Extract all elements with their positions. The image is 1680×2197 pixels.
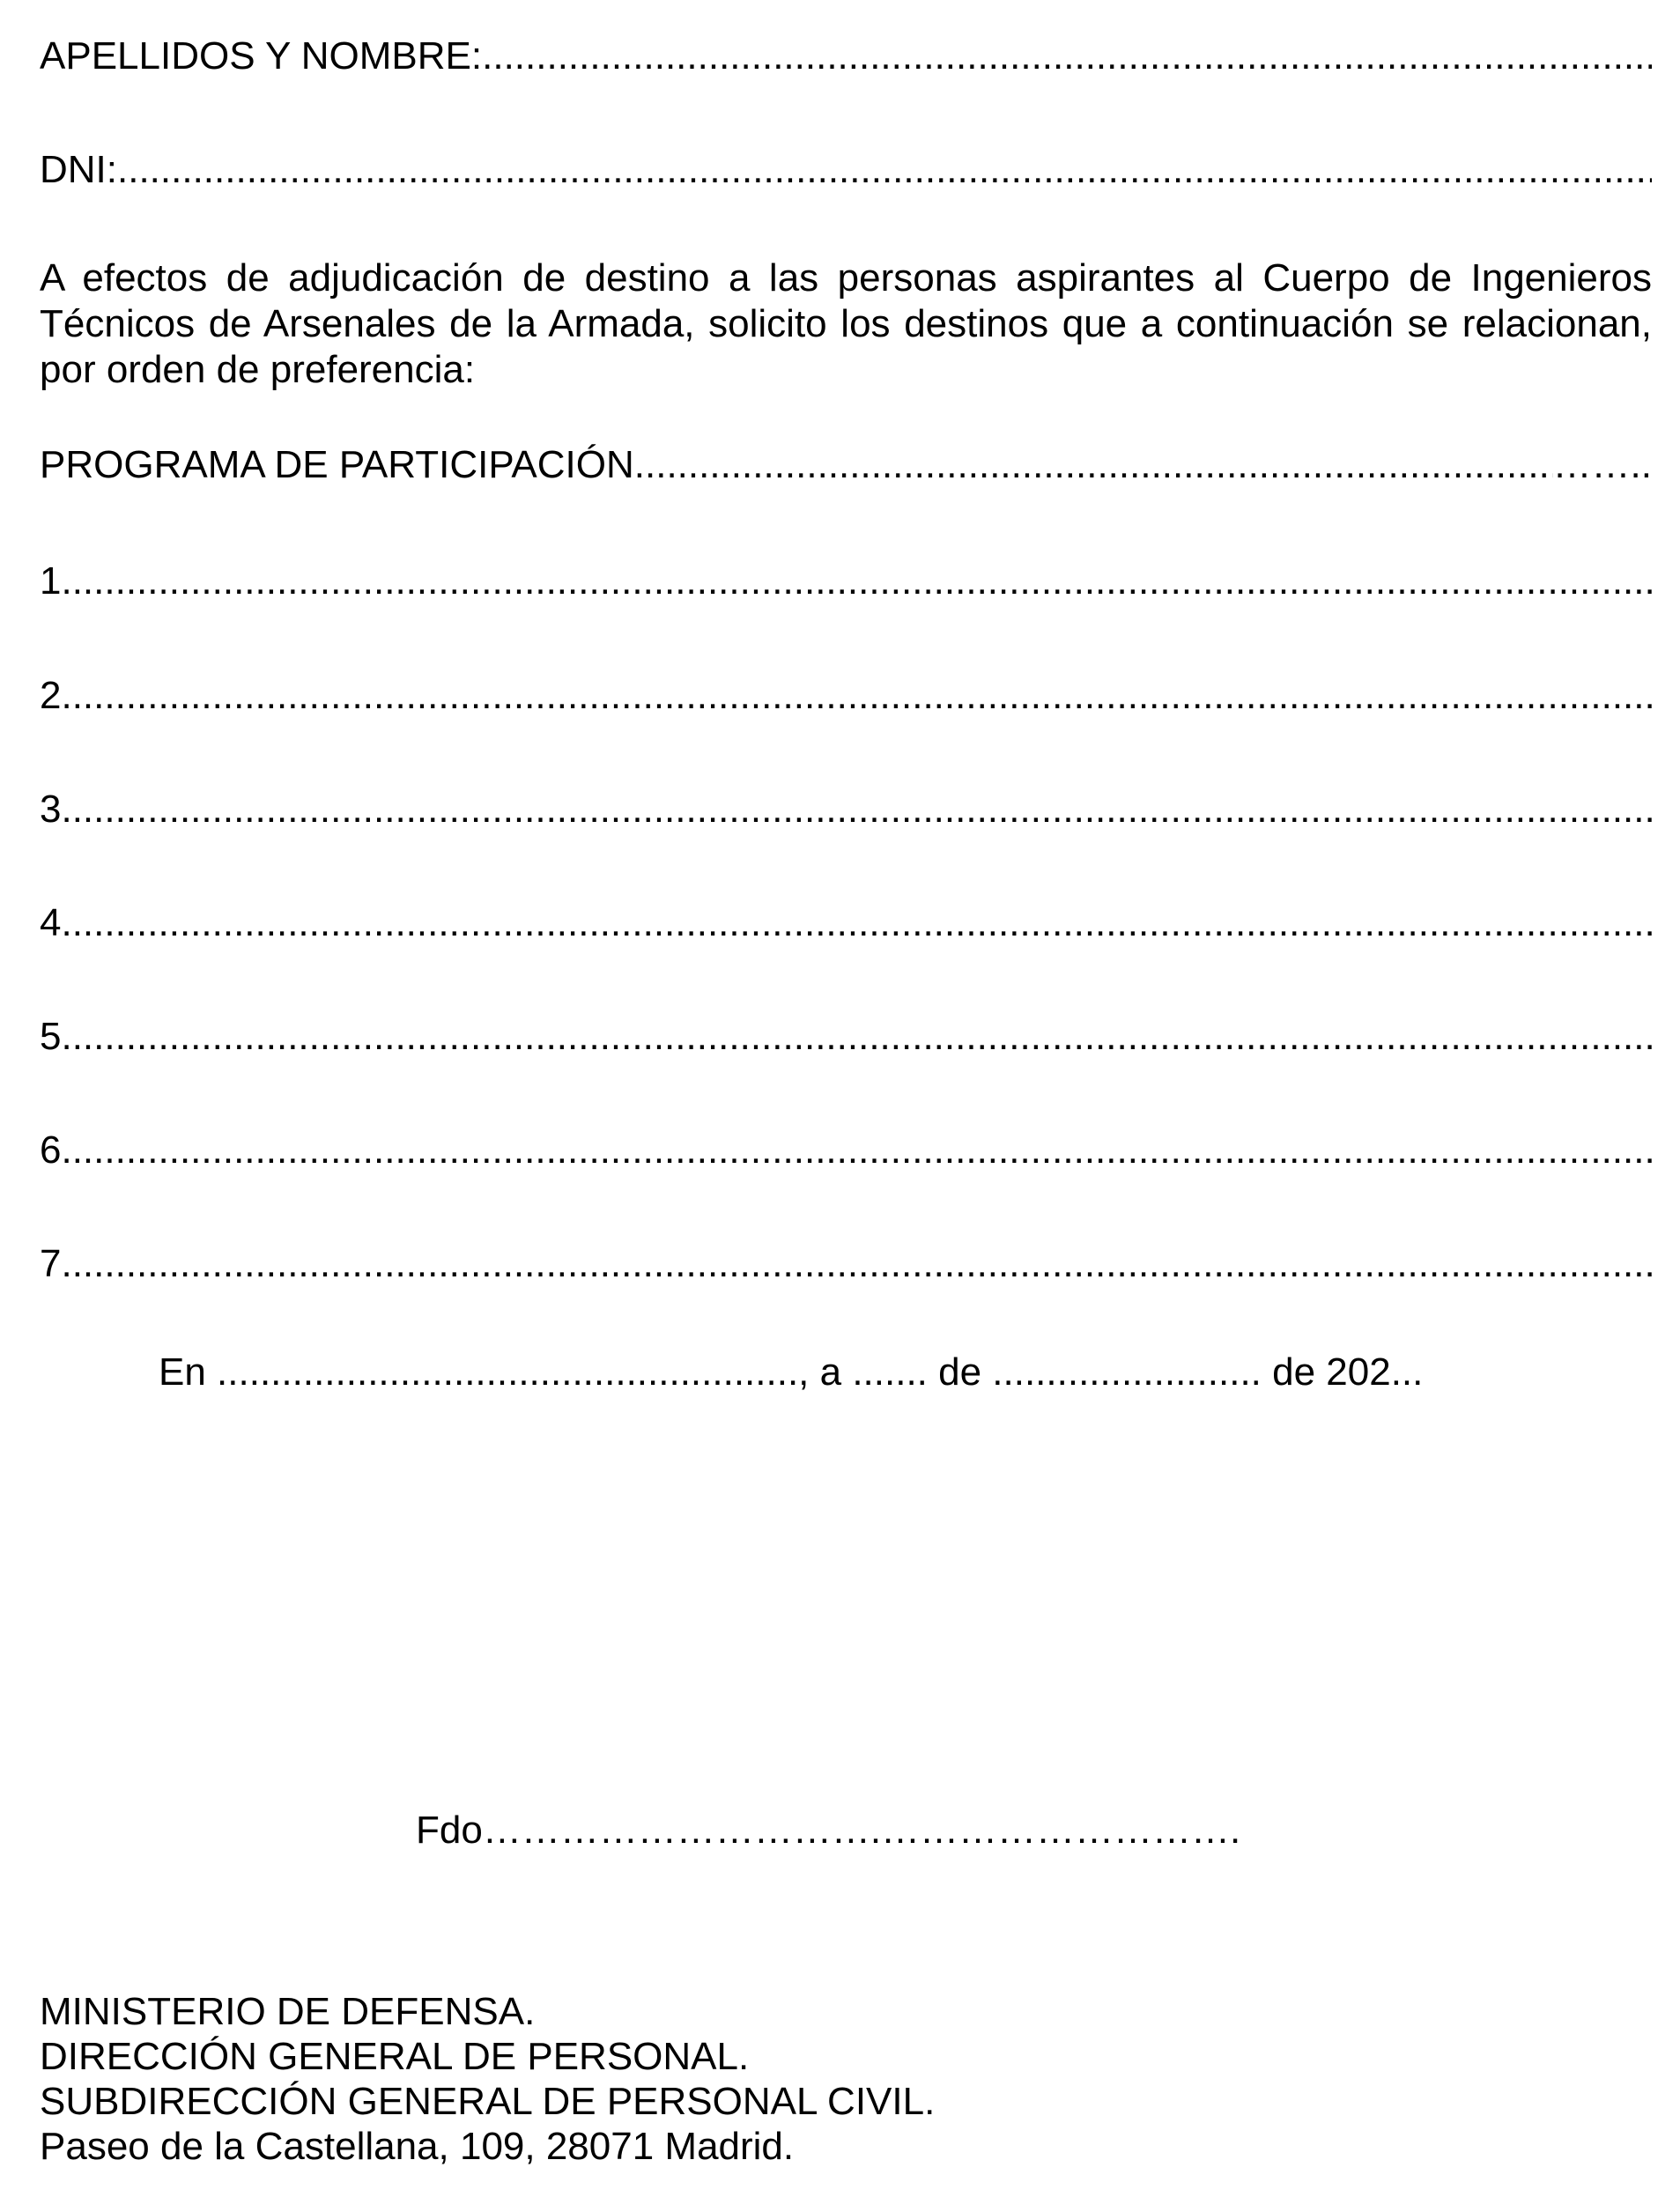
destination-number: 3. [40, 788, 72, 831]
destination-fill-line[interactable] [72, 1239, 1652, 1289]
destination-field-1[interactable] [40, 557, 1652, 606]
destination-number: 7. [40, 1242, 72, 1285]
destination-fill-line[interactable] [72, 557, 1652, 606]
destination-fill-line[interactable] [72, 1012, 1652, 1062]
destination-field-2[interactable] [40, 671, 1652, 721]
destination-number: 6. [40, 1128, 72, 1172]
program-field[interactable] [40, 440, 1652, 490]
recipient-address [40, 1989, 935, 2169]
address-line: MINISTERIO DE DEFENSA. [40, 1990, 536, 2033]
destination-fill-line[interactable] [72, 671, 1652, 721]
destination-fill-line[interactable] [72, 899, 1652, 948]
destination-field-5[interactable] [40, 1012, 1652, 1062]
name-fill-line[interactable] [482, 32, 1652, 81]
program-label: PROGRAMA DE PARTICIPACIÓN [40, 443, 634, 486]
destination-number: 2. [40, 674, 72, 717]
destination-fill-line[interactable] [72, 1126, 1652, 1175]
destination-field-4[interactable] [40, 899, 1652, 948]
intro-line: A efectos de adjudicación de destino a las personas aspirantes al Cuerpo de Ingenieros [40, 256, 1652, 300]
signature-line[interactable]: Fdo………………………….………………………. [416, 1809, 1241, 1852]
dni-label: DNI: [40, 148, 117, 191]
name-field[interactable] [40, 32, 1652, 81]
destination-number: 5. [40, 1015, 72, 1058]
dni-field[interactable] [40, 145, 1652, 195]
name-label: APELLIDOS Y NOMBRE: [40, 34, 483, 78]
dni-fill-line[interactable] [117, 145, 1652, 195]
intro-paragraph [40, 255, 1652, 393]
address-line: DIRECCIÓN GENERAL DE PERSONAL. [40, 2035, 750, 2078]
program-fill-line[interactable] [634, 440, 1553, 490]
destination-number: 4. [40, 901, 72, 944]
destination-fill-line[interactable] [72, 785, 1652, 834]
place-date-line[interactable]: En ......................................................, a ....... de ......................... de 202... [159, 1350, 1424, 1394]
destination-field-7[interactable] [40, 1239, 1652, 1289]
destination-number: 1. [40, 559, 72, 603]
intro-line: Técnicos de Arsenales de la Armada, solicito los destinos que a continuación se relacionan, [40, 302, 1652, 345]
destination-field-3[interactable] [40, 785, 1652, 834]
address-line: SUBDIRECCIÓN GENERAL DE PERSONAL CIVIL. [40, 2080, 936, 2123]
program-tail: …….. [1552, 443, 1652, 486]
intro-line: por orden de preferencia: [40, 348, 476, 391]
destination-field-6[interactable] [40, 1126, 1652, 1175]
address-line: Paseo de la Castellana, 109, 28071 Madrid. [40, 2125, 795, 2168]
